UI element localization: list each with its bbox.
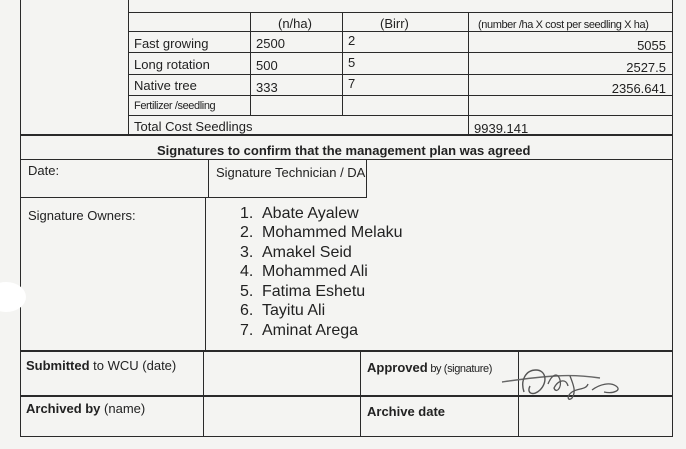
archived-label bbox=[26, 401, 145, 416]
owner-item bbox=[240, 245, 352, 260]
owner-name: Tayitu Ali bbox=[262, 302, 326, 319]
row-total: 5055 bbox=[637, 38, 666, 53]
archive-date-label: Archive date bbox=[367, 404, 446, 419]
col-line bbox=[128, 0, 129, 135]
owner-name: Aminat Arega bbox=[262, 322, 359, 339]
row-total: 2356.641 bbox=[611, 81, 666, 96]
owner-item bbox=[240, 303, 325, 318]
archived-label-rest: (name) bbox=[100, 401, 146, 416]
owner-name: Mohammed Melaku bbox=[262, 224, 403, 241]
archived-label-bold: Archived by bbox=[26, 401, 101, 416]
approved-label-bold: Approved bbox=[367, 360, 428, 375]
owner-name: Fatima Eshetu bbox=[262, 283, 366, 300]
submitted-label-rest: to WCU (date) bbox=[89, 358, 177, 373]
owner-name: Mohammed Ali bbox=[262, 263, 368, 280]
col-line bbox=[203, 351, 204, 437]
row-line bbox=[20, 134, 673, 136]
row-qty: 333 bbox=[256, 80, 278, 95]
total-label: Total Cost Seedlings bbox=[134, 119, 253, 134]
owner-item bbox=[240, 284, 365, 299]
col-line bbox=[366, 159, 367, 198]
header-formula: (number /ha X cost per seedling X ha) bbox=[478, 19, 649, 31]
row-price: 7 bbox=[348, 76, 356, 91]
technician-label: Signature Technician / DA bbox=[216, 165, 366, 180]
col-line bbox=[360, 351, 361, 437]
col-line bbox=[205, 197, 206, 351]
header-price: (Birr) bbox=[380, 16, 409, 31]
owner-number: 5. bbox=[240, 283, 254, 300]
row-line bbox=[128, 115, 673, 116]
owner-item bbox=[240, 225, 403, 240]
owner-number: 6. bbox=[240, 302, 254, 319]
frame-left bbox=[20, 0, 21, 437]
row-price: 2 bbox=[348, 33, 356, 48]
col-line bbox=[208, 159, 209, 198]
owner-item bbox=[240, 264, 368, 279]
owner-number: 4. bbox=[240, 263, 254, 280]
row-total: 2527.5 bbox=[626, 60, 666, 75]
row-qty: 2500 bbox=[256, 36, 285, 51]
col-line bbox=[250, 12, 251, 116]
header-unit: (n/ha) bbox=[278, 16, 312, 31]
row-label: Native tree bbox=[134, 78, 197, 93]
row-line bbox=[128, 12, 673, 13]
col-line bbox=[468, 12, 469, 135]
total-value: 9939.141 bbox=[474, 121, 529, 136]
punch-hole bbox=[0, 282, 26, 312]
row-price: 5 bbox=[348, 55, 356, 70]
owner-number: 7. bbox=[240, 322, 254, 339]
row-qty: 500 bbox=[256, 58, 278, 73]
submitted-label bbox=[26, 358, 176, 373]
row-label: Fast growing bbox=[134, 36, 209, 51]
owner-item bbox=[240, 323, 358, 338]
owner-number: 1. bbox=[240, 205, 254, 222]
col-line bbox=[342, 12, 343, 116]
submitted-label-bold: Submitted bbox=[26, 358, 90, 373]
approved-label-rest: by (signature) bbox=[427, 363, 492, 375]
row-line bbox=[20, 159, 673, 160]
owners-label: Signature Owners: bbox=[28, 208, 136, 223]
signatures-heading: Signatures to confirm that the management plan was agreed bbox=[157, 143, 531, 158]
owner-name: Amakel Seid bbox=[262, 244, 352, 261]
owner-item bbox=[240, 206, 359, 221]
owner-number: 2. bbox=[240, 224, 254, 241]
frame-right bbox=[672, 0, 673, 437]
approval-signature-icon bbox=[496, 362, 628, 402]
owner-name: Abate Ayalew bbox=[262, 205, 359, 222]
row-label: Fertilizer /seedling bbox=[134, 100, 216, 112]
row-line bbox=[20, 350, 673, 352]
frame-bottom bbox=[20, 436, 673, 437]
owner-number: 3. bbox=[240, 244, 254, 261]
approved-label bbox=[367, 360, 492, 377]
row-line bbox=[20, 197, 367, 198]
row-label: Long rotation bbox=[134, 57, 210, 72]
date-label: Date: bbox=[28, 163, 60, 178]
